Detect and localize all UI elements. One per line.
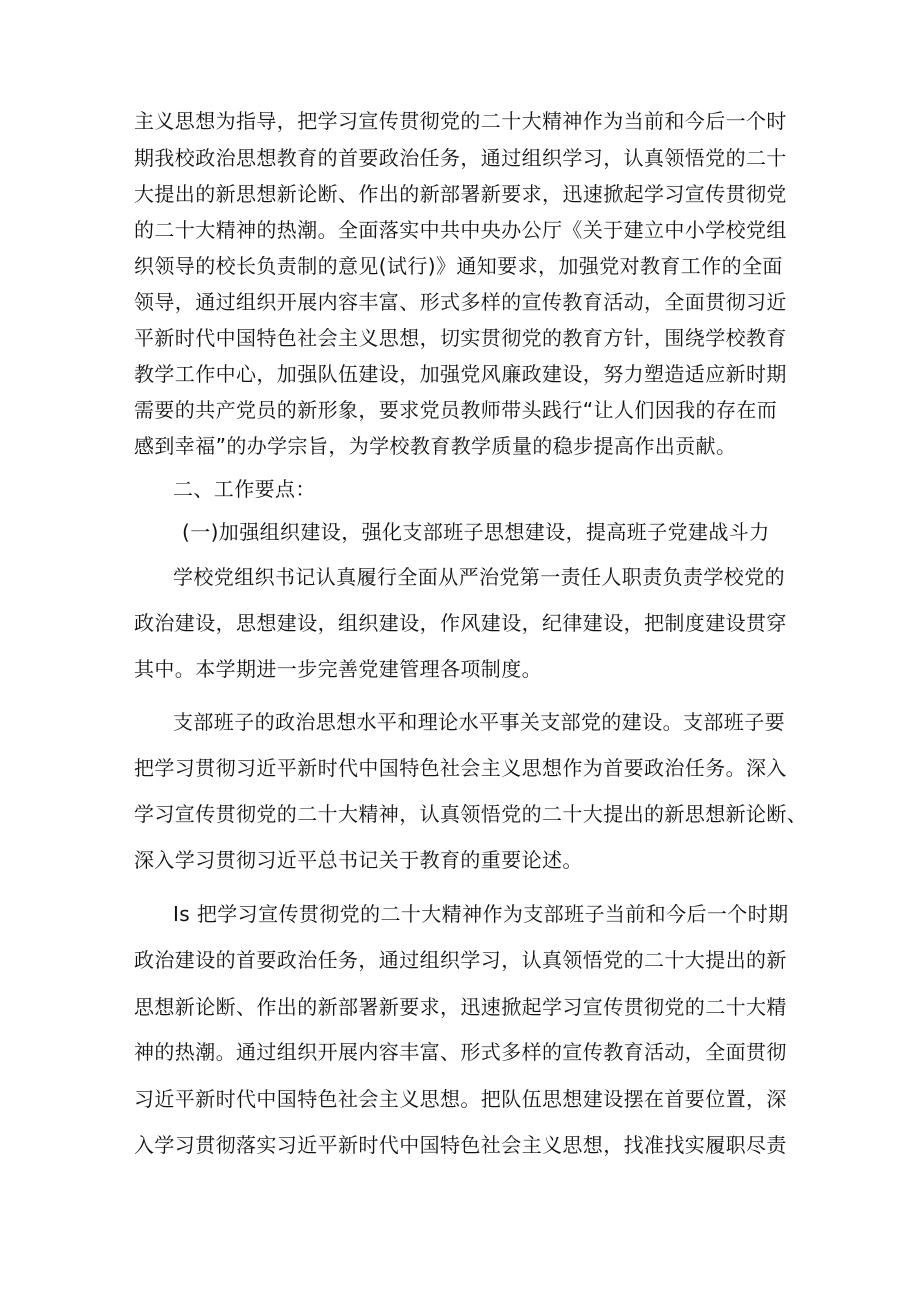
section-heading: 二、工作要点： (173, 477, 316, 501)
paragraph-3-line: 支部班子的政治思想水平和理论水平事关支部党的建设。支部班子要 (173, 710, 785, 734)
paragraph-4-line: 政治建设的首要政治任务，通过组织学习，认真领悟党的二十大提出的新 (134, 948, 787, 972)
paragraph-1-line: 平新时代中国特色社会主义思想，切实贯彻党的教育方针，围绕学校教育 (134, 326, 787, 350)
paragraph-4-line: 神的热潮。通过组织开展内容丰富、形式多样的宣传教育活动，全面贯彻 (134, 1040, 787, 1064)
paragraph-1-line: 大提出的新思想新论断、作出的新部署新要求，迅速掀起学习宣传贯彻党 (134, 182, 787, 206)
paragraph-2-line: 学校党组织书记认真履行全面从严治党第一责任人职责负责学校党的 (173, 565, 785, 589)
paragraph-1-line: 的二十大精神的热潮。全面落实中共中央办公厅《关于建立中小学校党组 (134, 218, 787, 242)
paragraph-3-line: 学习宣传贯彻党的二十大精神，认真领悟党的二十大提出的新思想新论断、 (134, 802, 808, 826)
paragraph-2-line: 政治建设，思想建设，组织建设，作风建设，纪律建设，把制度建设贯穿 (134, 611, 787, 635)
paragraph-1-line: 主义思想为指导，把学习宣传贯彻党的二十大精神作为当前和今后一个时 (134, 109, 787, 133)
paragraph-1-line: 期我校政治思想教育的首要政治任务，通过组织学习，认真领悟党的二十 (134, 146, 787, 170)
paragraph-1-line: 需要的共产党员的新形象，要求党员教师带头践行“让人们因我的存在而 (134, 398, 778, 422)
paragraph-4-line: Is 把学习宣传贯彻党的二十大精神作为支部班子当前和今后一个时期 (173, 902, 789, 926)
paragraph-1-line: 教学工作中心，加强队伍建设，加强党风廉政建设，努力塑造适应新时期 (134, 362, 787, 386)
paragraph-4-line: 思想新论断、作出的新部署新要求，迅速掀起学习宣传贯彻党的二十大精 (134, 995, 787, 1019)
sub-heading: (一)加强组织建设，强化支部班子思想建设，提高班子党建战斗力 (182, 520, 770, 544)
paragraph-1-line: 领导，通过组织开展内容丰富、形式多样的宣传教育活动，全面贯彻习近 (134, 290, 787, 314)
paragraph-4-line: 入学习贯彻落实习近平新时代中国特色社会主义思想，找准找实履职尽责 (134, 1133, 787, 1157)
paragraph-1-line: 感到幸福”的办学宗旨，为学校教育教学质量的稳步提高作出贡献。 (134, 434, 737, 458)
paragraph-2-line: 其中。本学期进一步完善党建管理各项制度。 (134, 657, 542, 681)
paragraph-3-line: 深入学习贯彻习近平总书记关于教育的重要论述。 (134, 848, 583, 872)
paragraph-1-line: 织领导的校长负责制的意见(试行)》通知要求，加强党对教育工作的全面 (134, 254, 783, 278)
paragraph-4-line: 习近平新时代中国特色社会主义思想。把队伍思想建设摆在首要位置，深 (134, 1087, 787, 1111)
paragraph-3-line: 把学习贯彻习近平新时代中国特色社会主义思想作为首要政治任务。深入 (134, 756, 787, 780)
